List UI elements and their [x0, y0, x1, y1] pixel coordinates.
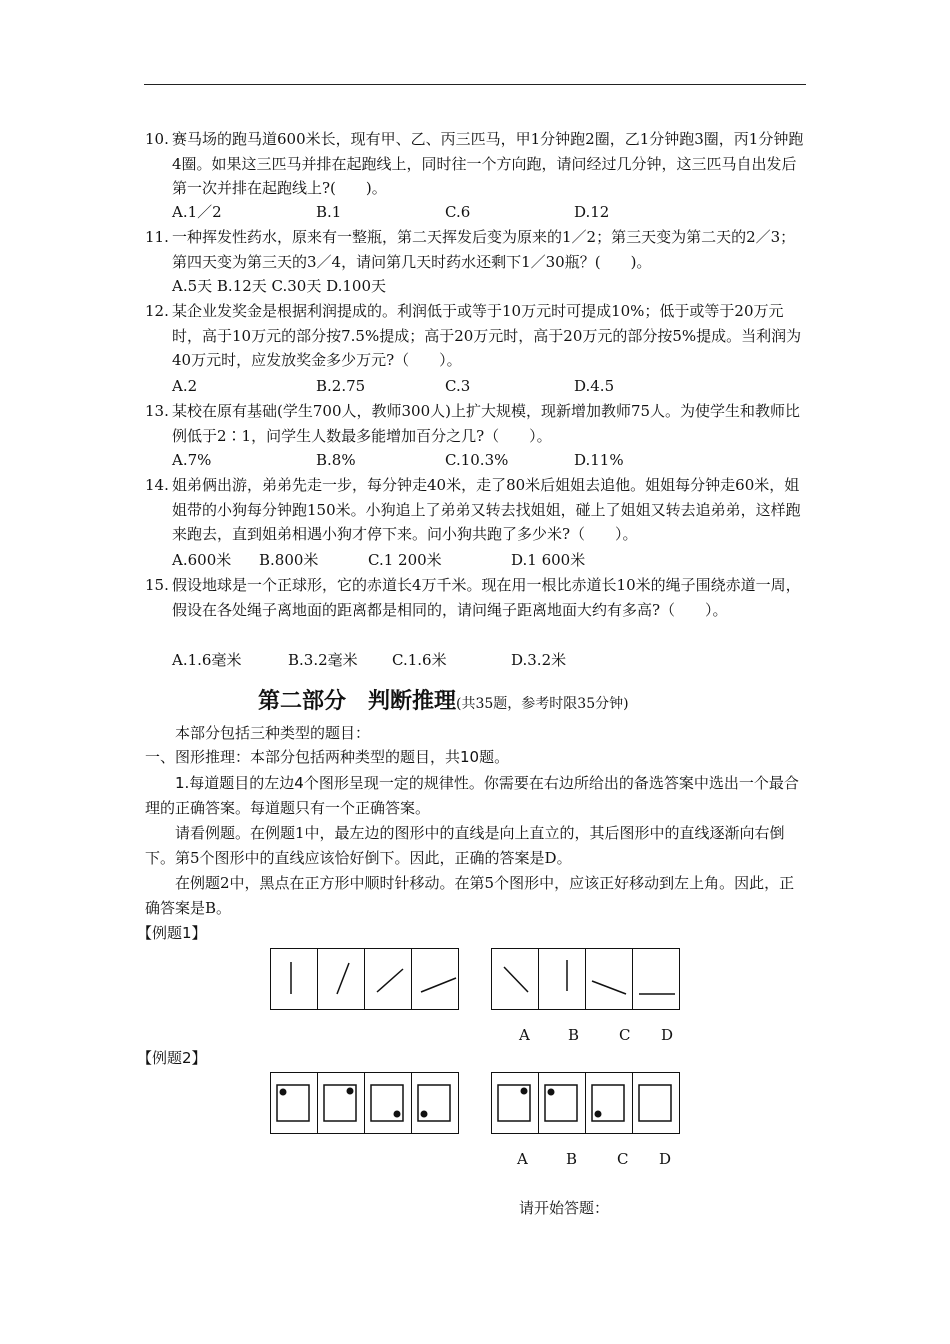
example-1-label: 【例题1】 — [137, 924, 207, 942]
header-rule — [144, 84, 806, 85]
question-text: 姐弟俩出游，弟弟先走一步，每分钟走40米，走了80米后姐姐去追他。姐姐每分钟走60米，姐姐带的小狗每分钟跑150米。小狗追上了弟弟又转去找姐姐，碰上了姐姐又转去追弟弟，这样跑来跑去，直到姐弟相遇小狗才停下来。问小狗共跑了多少米?（ ）。 — [172, 476, 801, 543]
options-inline: A.5天 B.12天 C.30天 D.100天 — [172, 277, 387, 295]
question-text: 假设地球是一个正球形，它的赤道长4万千米。现在用一根比赤道长10米的绳子围绕赤道一周，假设在各处绳子离地面的距离都是相同的，请问绳子距离地面大约有多高?（ ）。 — [172, 576, 801, 619]
figure-cell — [365, 1073, 412, 1133]
line-tilted-left-icon — [586, 949, 632, 1009]
line-horizontal-icon — [633, 949, 679, 1009]
section-title — [258, 684, 629, 715]
question-number: 13. — [145, 402, 169, 420]
question-number: 12. — [145, 302, 169, 320]
option-d: D.1 600米 — [511, 551, 586, 569]
line-vertical-icon — [539, 949, 585, 1009]
option-a: A.600米 — [172, 551, 232, 569]
question-number: 15. — [145, 576, 169, 594]
answer-letter-d: D — [661, 1026, 674, 1044]
example-explanation-1: 请看例题。在例题1中，最左边的图形中的直线是向上直立的，其后图形中的直线逐渐向右倒下。第5个图形中的直线应该恰好倒下。因此，正确的答案是D。 — [145, 824, 785, 867]
section-note: (共35题，参考时限35分钟) — [456, 696, 629, 712]
option-c: C.6 — [445, 203, 471, 221]
line-vertical-icon — [271, 949, 317, 1009]
square-dot-bottom-right-icon — [365, 1073, 411, 1133]
part-one-heading: 一、图形推理：本部分包括两种类型的题目，共10题。 — [145, 748, 510, 766]
line-tilted-left-icon — [492, 949, 538, 1009]
answer-cell — [492, 949, 539, 1009]
figure-cell — [271, 949, 318, 1009]
option-a: A.1／2 — [172, 203, 222, 221]
figure-cell — [318, 1073, 365, 1133]
answer-letter-c: C — [617, 1150, 629, 1168]
option-c: C.1 200米 — [368, 551, 442, 569]
rule-paragraph: 1.每道题目的左边4个图形呈现一定的规律性。你需要在右边所给出的备选答案中选出一个最合理的正确答案。每道题只有一个正确答案。 — [145, 774, 799, 817]
option-b: B.800米 — [259, 551, 319, 569]
square-dot-top-left-icon — [539, 1073, 585, 1133]
option-c: C.10.3% — [445, 451, 509, 469]
option-b: B.1 — [316, 203, 342, 221]
option-d: D.3.2米 — [511, 651, 567, 669]
option-a: A.2 — [172, 377, 198, 395]
option-c: C.1.6米 — [392, 651, 447, 669]
option-a: A.7% — [172, 451, 212, 469]
example-2-label: 【例题2】 — [137, 1049, 207, 1067]
question-text: 某企业发奖金是根据利润提成的。利润低于或等于10万元时可提成10%；低于或等于20万元时，高于10万元的部分按7.5%提成；高于20万元时，高于20万元的部分按5%提成。当利润为40万元时，应发放奖金多少万元?（ ）。 — [172, 302, 802, 369]
question-10 — [145, 127, 807, 201]
example-1-answer-figures — [491, 948, 680, 1010]
option-d: D.4.5 — [574, 377, 615, 395]
question-13 — [145, 399, 807, 448]
square-dot-top-right-icon — [318, 1073, 364, 1133]
square-empty-icon — [633, 1073, 679, 1133]
answer-letter-b: B — [568, 1026, 580, 1044]
square-dot-bottom-left-icon — [412, 1073, 458, 1133]
example-2-question-figures — [270, 1072, 459, 1134]
question-11 — [145, 225, 807, 274]
example-2-answer-figures — [491, 1072, 680, 1134]
square-dot-bottom-left-icon — [586, 1073, 632, 1133]
answer-cell — [633, 1073, 679, 1133]
question-15 — [145, 573, 807, 622]
option-a: A.1.6毫米 — [172, 651, 242, 669]
section-intro: 本部分包括三种类型的题目： — [175, 724, 371, 742]
answer-letter-a: A — [519, 1026, 530, 1044]
question-number: 11. — [145, 228, 169, 246]
line-nearly-flat-icon — [412, 949, 458, 1009]
answer-letter-b: B — [566, 1150, 578, 1168]
figure-cell — [318, 949, 365, 1009]
answer-cell — [586, 1073, 633, 1133]
option-b: B.3.2毫米 — [288, 651, 358, 669]
answer-letter-a: A — [517, 1150, 528, 1168]
example-1-question-figures — [270, 948, 459, 1010]
example-explanation-2: 在例题2中，黑点在正方形中顺时针移动。在第5个图形中，应该正好移动到左上角。因此，正确答案是B。 — [145, 874, 795, 917]
question-12 — [145, 299, 807, 373]
option-d: D.12 — [574, 203, 610, 221]
option-b: B.2.75 — [316, 377, 366, 395]
start-prompt: 请开始答题： — [519, 1199, 610, 1217]
figure-cell — [412, 949, 458, 1009]
line-tilted-icon — [318, 949, 364, 1009]
answer-cell — [633, 949, 679, 1009]
question-number: 10. — [145, 130, 169, 148]
square-dot-top-right-icon — [492, 1073, 538, 1133]
option-b: B.8% — [316, 451, 356, 469]
question-number: 14. — [145, 476, 169, 494]
answer-cell — [539, 1073, 586, 1133]
option-c: C.3 — [445, 377, 471, 395]
question-text: 赛马场的跑马道600米长，现有甲、乙、丙三匹马，甲1分钟跑2圈，乙1分钟跑3圈，丙1分钟跑4圈。如果这三匹马并排在起跑线上，同时往一个方向跑，请问经过几分钟，这三匹马自出发后第一次并排在起跑线上?( )。 — [172, 130, 804, 197]
option-d: D.11% — [574, 451, 624, 469]
answer-cell — [586, 949, 633, 1009]
figure-cell — [271, 1073, 318, 1133]
question-text: 某校在原有基础(学生700人，教师300人)上扩大规模，现新增加教师75人。为使学生和教师比例低于2∶1，问学生人数最多能增加百分之几?（ ）。 — [172, 402, 801, 445]
figure-cell — [412, 1073, 458, 1133]
section-heading: 第二部分 判断推理 — [258, 689, 457, 714]
square-dot-top-left-icon — [271, 1073, 317, 1133]
answer-letter-c: C — [619, 1026, 631, 1044]
answer-cell — [539, 949, 586, 1009]
figure-cell — [365, 949, 412, 1009]
question-14 — [145, 473, 807, 547]
question-text: 一种挥发性药水，原来有一整瓶，第二天挥发后变为原来的1／2；第三天变为第二天的2／3；第四天变为第三天的3／4，请问第几天时药水还剩下1／30瓶？( )。 — [172, 228, 796, 271]
answer-letter-d: D — [659, 1150, 672, 1168]
line-tilted-icon — [365, 949, 411, 1009]
answer-cell — [492, 1073, 539, 1133]
